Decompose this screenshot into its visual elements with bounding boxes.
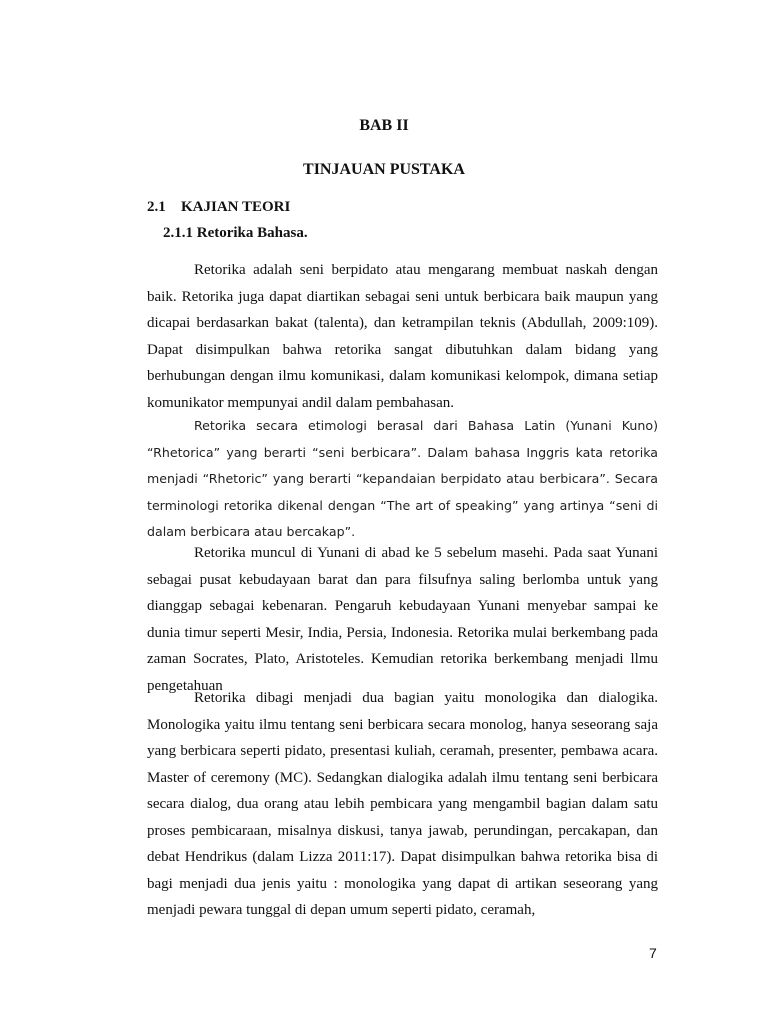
chapter-number: BAB II — [359, 117, 409, 134]
body-paragraph-4 — [147, 685, 658, 924]
body-paragraph-3 — [147, 540, 658, 699]
paragraph-text: Retorika muncul di Yunani di abad ke 5 sebelum masehi. Pada saat Yunani sebagai pusat kebudayaan barat dan para filsufnya saling berlomba untuk yang dianggap sebagai kebenaran. Pengaruh kebudayaan Yunani menyebar sampai ke dunia timur seperti Mesir, India, Persia, Indonesia. Retorika mulai berkembang pada zaman Socrates, Plato, Aristoteles. Kemudian retorika berkembang menjadi llmu pengetahuan — [147, 545, 658, 694]
paragraph-text: Retorika secara etimologi berasal dari Bahasa Latin (Yunani Kuno) “Rhetorica” yang berarti “seni berbicara”. Dalam bahasa Inggris kata retorika menjadi “Rhetoric” yang berarti “kepandaian berpidato atau berbicara”. Secara terminologi retorika dikenal dengan “The art of speaking” yang artinya “seni di dalam berbicara atau bercakap”. — [147, 418, 658, 539]
section-title: KAJIAN TEORI — [181, 199, 291, 215]
body-paragraph-2 — [147, 413, 658, 546]
body-paragraph-1 — [147, 257, 658, 416]
subsection-heading: 2.1.1 Retorika Bahasa. — [163, 225, 308, 241]
section-number: 2.1 — [147, 199, 166, 215]
page-number: 7 — [649, 945, 657, 961]
paragraph-text: Retorika adalah seni berpidato atau mengarang membuat naskah dengan baik. Retorika juga dapat diartikan sebagai seni untuk berbicara baik maupun yang dicapai berdasarkan bakat (talenta), dan ketrampilan teknis (Abdullah, 2009:109). Dapat disimpulkan bahwa retorika sangat dibutuhkan dalam bidang yang berhubungan dengan ilmu komunikasi, dalam komunikasi kelompok, dimana setiap komunikator mempunyai andil dalam pembahasan. — [147, 262, 658, 411]
paragraph-text: Retorika dibagi menjadi dua bagian yaitu monologika dan dialogika. Monologika yaitu ilmu tentang seni berbicara secara monolog, hanya seseorang saja yang berbicara seperti pidato, presentasi kuliah, ceramah, presenter, pembawa acara. Master of ceremony (MC). Sedangkan dialogika adalah ilmu tentang seni berbicara secara dialog, dua orang atau lebih pembicara yang mengambil bagian dalam satu proses pembicaraan, misalnya diskusi, tanya jawab, perundingan, percakapan, dan debat Hendrikus (dalam Lizza 2011:17). Dapat disimpulkan bahwa retorika bisa di bagi menjadi dua jenis yaitu : monologika yang dapat di artikan seseorang yang menjadi pewara tunggal di depan umum seperti pidato, ceramah, — [147, 690, 658, 918]
section-heading — [147, 199, 290, 216]
chapter-title: TINJAUAN PUSTAKA — [303, 161, 465, 178]
